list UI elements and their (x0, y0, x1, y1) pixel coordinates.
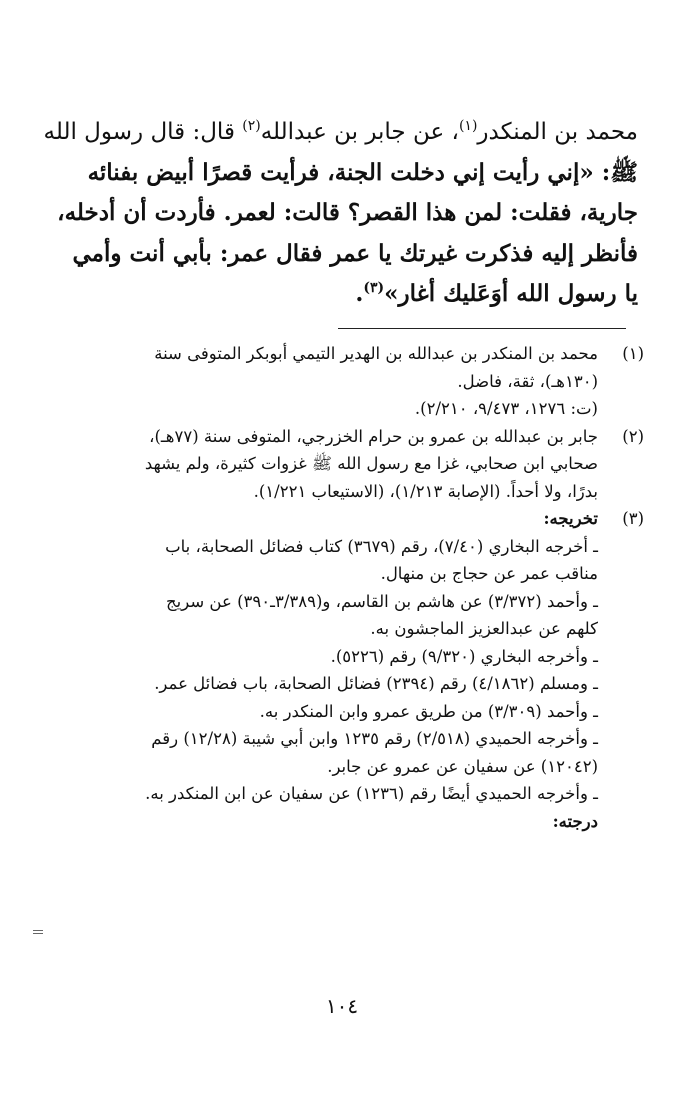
main-line-1 (43, 112, 638, 153)
narration-intro: قال: قال رسول الله (43, 119, 243, 145)
takhrij-heading: تخريجه: (543, 509, 598, 528)
grading-heading: درجته: (552, 811, 598, 831)
main-line-5 (52, 274, 638, 315)
footnote-line: محمد بن المنكدر بن عبدالله بن الهدير التيمي أبوبكر المتوفى سنة (154, 344, 598, 363)
footnote-ref-1[interactable]: (١) (458, 118, 478, 134)
footnote-number: (١) (622, 344, 644, 363)
takhrij-line: ـ وأخرجه الحميدي أيضًا رقم (١٢٣٦) عن سفيان عن ابن المنكدر به. (145, 784, 598, 803)
footnote-2 (50, 423, 648, 506)
footnote-line: (١٣٠هـ)، ثقة، فاضل. (457, 371, 598, 391)
main-text (43, 112, 638, 315)
takhrij-line: ـ وأخرجه الحميدي (٢/٥١٨) رقم ١٢٣٥ وابن أبي شيبة (١٢/٢٨) رقم (151, 729, 598, 748)
takhrij-line: ـ وأحمد (٣/٣٠٩) من طريق عمرو وابن المنكدر به. (259, 701, 598, 721)
hadith-end: يا رسول الله أوَعَليك أغار» (384, 280, 638, 308)
footnote-line: (ت: ١٢٧٦، ٩/٤٧٣، ٢/٢١٠). (414, 399, 598, 418)
takhrij-line: (١٢٠٤٢) عن سفيان عن عمرو عن جابر. (327, 756, 598, 776)
page-number: ١٠٤ (325, 994, 359, 1018)
takhrij-line: مناقب عمر عن حجاج بن منهال. (380, 564, 598, 583)
footnote-line: جابر بن عبدالله بن عمرو بن حرام الخزرجي، المتوفى سنة (٧٧هـ)، (149, 426, 598, 446)
takhrij-line: كلهم عن عبدالعزيز الماجشون به. (370, 619, 598, 638)
footnote-line: بدرًا، ولا أحداً. (الإصابة ١/٢١٣)، (الاستيعاب ١/٢٢١). (253, 481, 598, 501)
footnote-number: (٢) (622, 426, 644, 446)
footnotes (50, 340, 648, 835)
footnote-line: صحابي ابن صحابي، غزا مع رسول الله ﷺ غزوات كثيرة، ولم يشهد (144, 454, 598, 473)
footnote-number: (٣) (622, 509, 644, 528)
footnote-ref-2[interactable]: (٢) (242, 118, 261, 134)
footnote-3 (50, 505, 648, 835)
footnote-ref-3[interactable]: (٣) (363, 280, 385, 297)
narrator-chain: ، عن جابر بن عبدالله (260, 119, 459, 145)
main-line-4: فأنظر إليه فذكرت غيرتك يا عمر فقال عمر: بأبي أنت وأمي (72, 239, 638, 267)
footnote-1 (50, 340, 648, 423)
takhrij-list (50, 533, 598, 836)
takhrij-line: ـ وأحمد (٣/٣٧٢) عن هاشم بن القاسم، و(٣/٣٨٩ـ٣٩٠) عن سريج (166, 591, 598, 611)
narrator-name: محمد بن المنكدر (477, 119, 638, 145)
margin-mark (33, 930, 43, 936)
footnote-separator (338, 328, 626, 329)
takhrij-line: ـ ومسلم (٤/١٨٦٢) رقم (٢٣٩٤) فضائل الصحابة، باب فضائل عمر. (154, 674, 598, 693)
main-line-3: جارية، فقلت: لمن هذا القصر؟ قالت: لعمر. فأردت أن أدخله، (57, 199, 638, 227)
main-line-2: ﷺ: «إني رأيت إني دخلت الجنة، فرأيت قصرًا أبيض بفنائه (87, 158, 638, 186)
takhrij-line: ـ وأخرجه البخاري (٩/٣٢٠) رقم (٥٢٢٦). (330, 646, 598, 666)
takhrij-line: ـ أخرجه البخاري (٧/٤٠)، رقم (٣٦٧٩) كتاب فضائل الصحابة، باب (165, 536, 598, 556)
full-stop: . (355, 280, 364, 308)
